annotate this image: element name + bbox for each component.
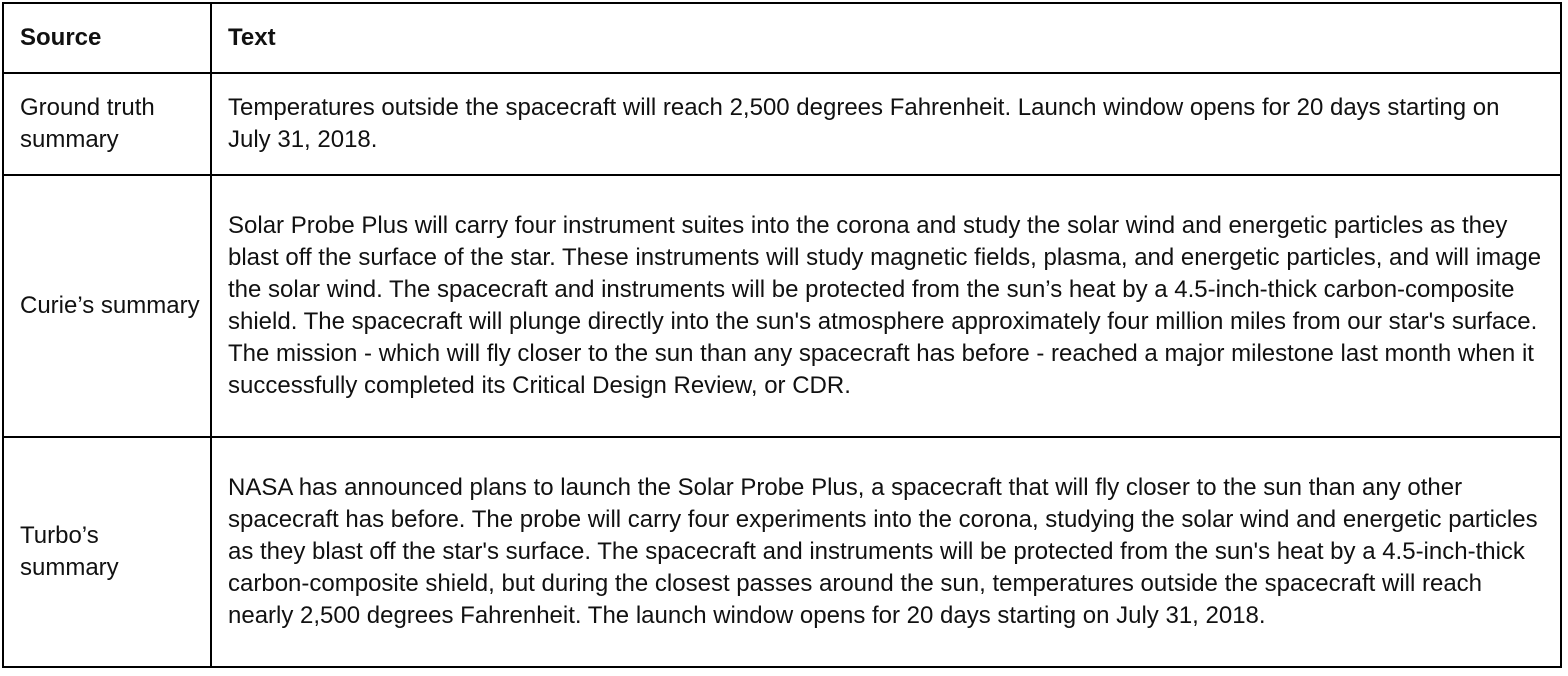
row-turbo-source: Turbo’s summary <box>4 438 212 666</box>
header-source: Source <box>4 4 212 74</box>
summary-table <box>2 2 1562 668</box>
header-text: Text <box>212 4 1560 74</box>
row-curie-text: Solar Probe Plus will carry four instrument suites into the corona and study the solar wind and energetic particles as they blast off the surface of the star. These instruments will study magnetic fields, plasma, and energetic particles, and will image the solar wind. The spacecraft and instruments will be protected from the sun’s heat by a 4.5-inch-thick carbon-composite shield. The spacecraft will plunge directly into the sun's atmosphere approximately four million miles from our star's surface. The mission - which will fly closer to the sun than any spacecraft has before - reached a major milestone last month when it successfully completed its Critical Design Review, or CDR. <box>212 176 1560 438</box>
row-curie-source: Curie’s summary <box>4 176 212 438</box>
row-turbo-text: NASA has announced plans to launch the Solar Probe Plus, a spacecraft that will fly closer to the sun than any other spacecraft has before. The probe will carry four experiments into the corona, studying the solar wind and energetic particles as they blast off the star's surface. The spacecraft and instruments will be protected from the sun's heat by a 4.5-inch-thick carbon-composite shield, but during the closest passes around the sun, temperatures outside the spacecraft will reach nearly 2,500 degrees Fahrenheit. The launch window opens for 20 days starting on July 31, 2018. <box>228 474 1538 629</box>
row-ground-truth-source: Ground truth summary <box>4 74 212 176</box>
row-ground-truth-text: Temperatures outside the spacecraft will reach 2,500 degrees Fahrenheit. Launch window opens for 20 days starting on July 31, 2018. <box>212 74 1560 176</box>
